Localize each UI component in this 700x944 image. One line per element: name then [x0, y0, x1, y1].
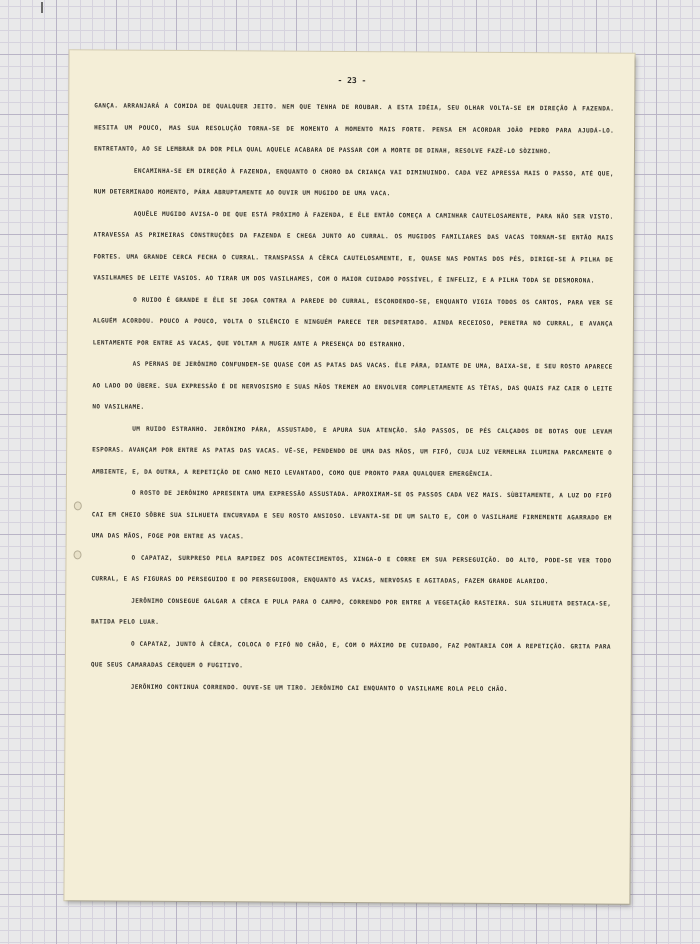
corner-mark: [41, 2, 43, 13]
paragraph: ENCAMINHA-SE EM DIREÇÃO À FAZENDA, ENQUANTO O CHORO DA CRIANÇA VAI DIMINUINDO. CADA VEZ APRESSA MAIS O PASSO, ATÉ QUE, NUM DETERMINADO MOMENTO, PÁRA ABRUPTAMENTE AO OUVIR UM MUGIDO DE UMA VACA.: [93, 167, 614, 198]
document-body: [91, 95, 615, 700]
paragraph: AS PERNAS DE JERÔNIMO CONFUNDEM-SE QUASE COM AS PATAS DAS VACAS. ÊLE PÁRA, DIANTE DE UMA, BAIXA-SE, E SEU ROSTO APARECE AO LADO DO ÚBERE. SUA EXPRESSÃO É DE NERVOSISMO E SUAS MÃOS TREMEM AO ENVOLVER COMPLETAMENTE AS TÊTAS, DAS QUAIS FAZ CAIR O LEITE NO VASILHAME.: [92, 360, 613, 411]
punch-hole-mark: [74, 501, 82, 510]
paragraph: JERÔNIMO CONSEGUE GALGAR A CÊRCA E PULA PARA O CAMPO, CORRENDO POR ENTRE A VEGETAÇÃO RASTEIRA. SUA SILHUETA DESTACA-SE, BATIDA PELO LUAR.: [91, 597, 612, 626]
paragraph: O RUIDO É GRANDE E ÊLE SE JOGA CONTRA A PAREDE DO CURRAL, ESCONDENDO-SE, ENQUANTO VIGIA TODOS OS CANTOS, PARA VER SE ALGUÉM ACORDOU. POUCO A POUCO, VOLTA O SILÊNCIO E NINGUÉM PARECE TER DESPERTADO. AINDA RECEIOSO, PENETRA NO CURRAL, E AVANÇA LENTAMENTE POR ENTRE AS VACAS, QUE VOLTAM A MUGIR ANTE A PRESENÇA DO ESTRANHO.: [92, 296, 614, 348]
paragraph: O CAPATAZ, SURPRESO PELA RAPIDEZ DOS ACONTECIMENTOS, XINGA-O E CORRE EM SUA PERSEGUIÇÃO. DO ALTO, PODE-SE VER TODO CURRAL, E AS FIGURAS DO PERSEGUIDO E DO PERSEGUIDOR, ENQUANTO AS VACAS, NERVOSAS E AGITADAS, FAZEM GRANDE ALARIDO.: [91, 554, 612, 586]
page-number: - 23 -: [337, 75, 367, 86]
paragraph: JERÔNIMO CONTINUA CORRENDO. OUVE-SE UM TIRO. JERÔNIMO CAI ENQUANTO O VASILHAME ROLA PELO CHÃO.: [130, 683, 508, 693]
punch-hole-mark: [73, 550, 81, 559]
paragraph: UM RUIDO ESTRANHO. JERÔNIMO PÁRA, ASSUSTADO, E APURA SUA ATENÇÃO. SÃO PASSOS, DE PÉS CALÇADOS DE BOTAS QUE LEVAM ESPORAS. AVANÇAM POR ENTRE AS PATAS DAS VACAS. VÊ-SE, PENDENDO DE UMA DAS MÃOS, UM FIFÓ, CUJA LUZ VERMELHA ILUMINA PARCAMENTE O AMBIENTE, E, DA OUTRA, A REPETIÇÃO DE CANO MEIO LEVANTADO, COMO QUE PRONTO PARA QUALQUER EMERGÊNCIA.: [92, 425, 613, 478]
paragraph: O ROSTO DE JERÔNIMO APRESENTA UMA EXPRESSÃO ASSUSTADA. APROXIMAM-SE OS PASSOS CADA VEZ MAIS. SÙBITAMENTE, A LUZ DO FIFÓ CAI EM CHEIO SÔBRE SUA SILHUETA ENCURVADA E SEU ROSTO ANSIOSO. LEVANTA-SE DE UM SALTO E, COM O VASILHAME FIRMEMENTE AGARRADO EM UMA DAS MÃOS, FOGE POR ENTRE AS VACAS.: [91, 489, 612, 541]
paragraph: AQUÊLE MUGIDO AVISA-O DE QUE ESTÁ PRÓXIMO À FAZENDA, E ÊLE ENTÃO COMEÇA A CAMINHAR CAUTELOSAMENTE, PARA NÃO SER VISTO. ATRAVESSA AS PRIMEIRAS CONSTRUÇÕES DA FAZENDA E CHEGA JUNTO AO CURRAL. OS MUGIDOS FAMILIARES DAS VACAS TORNAM-SE ENTÃO MAIS FORTES. UMA GRANDE CERCA FECHA O CURRAL. TRANSPASSA A CÊRCA CAUTELOSAMENTE, E, QUASE NAS PONTAS DOS PÉS, DIRIGE-SE À PILHA DE VASILHAMES DE LEITE VASIOS. AO TIRAR UM DOS VASILHAMES, COM O MAIOR CUIDADO POSSÍVEL, É INFELIZ, E A PILHA TODA SE DESMORONA.: [93, 210, 614, 285]
typewritten-page: [64, 50, 634, 903]
paragraph: GANÇA. ARRANJARÁ A COMIDA DE QUALQUER JEITO. NEM QUE TENHA DE ROUBAR. A ESTA IDÉIA, SEU OLHAR VOLTA-SE EM DIREÇÃO À FAZENDA. HESITA UM POUCO, MAS SUA RESOLUÇÃO TORNA-SE DE MOMENTO A MOMENTO MAIS FORTE. PENSA EM ACORDAR JOÃO PEDRO PARA AJUDÁ-LO. ENTRETANTO, AO SE LEMBRAR DA DOR PELA QUAL AQUELE ACABARA DE PASSAR COM A MORTE DE DINAH, RESOLVE FAZÊ-LO SÒZINHO.: [93, 102, 615, 156]
paragraph: O CAPATAZ, JUNTO À CÊRCA, COLOCA O FIFÓ NO CHÃO, E, COM O MÁXIMO DE CUIDADO, FAZ PONTARIA COM A REPETIÇÃO. GRITA PARA QUE SEUS CAMARADAS CERQUEM O FUGITIVO.: [90, 640, 611, 670]
